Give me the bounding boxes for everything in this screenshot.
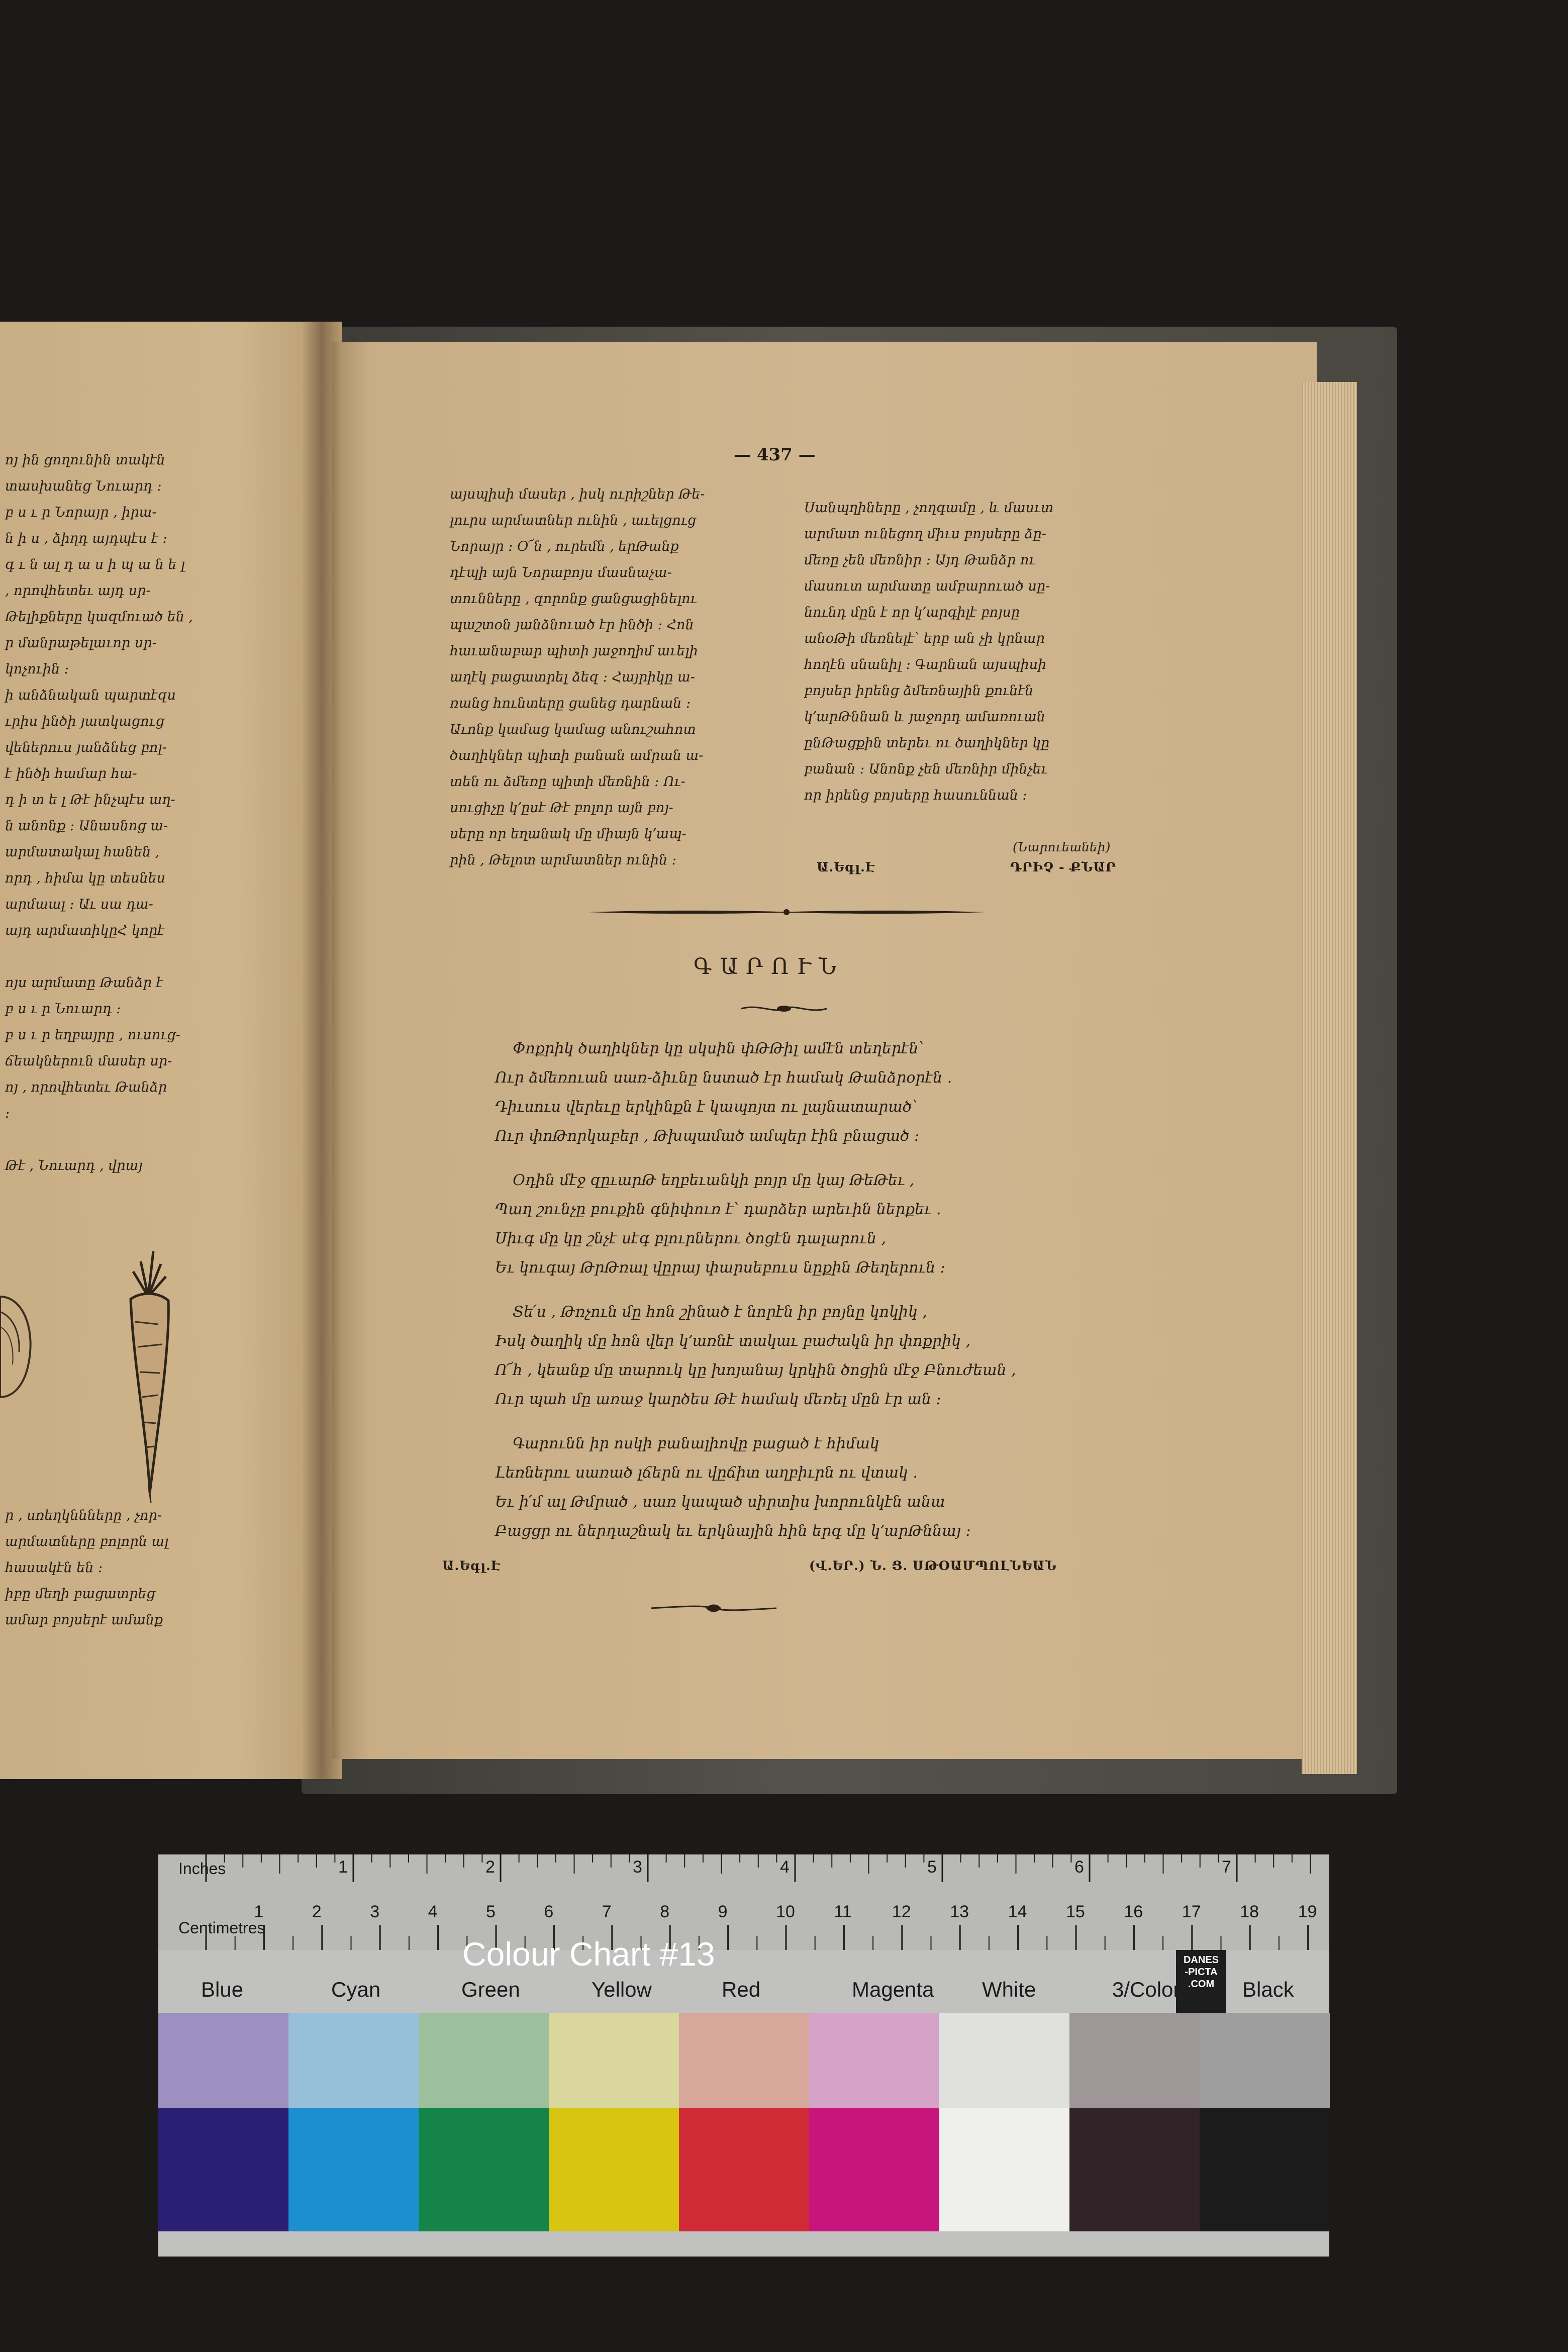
poem-stanza [495, 1429, 1148, 1546]
swatch-label: Black [1242, 1978, 1294, 2001]
text-line: ։ [5, 1106, 10, 1121]
swatch-grid [158, 2013, 1329, 2257]
signature-right: ԴՐԻՉ - ՔՆԱՐ [1010, 860, 1117, 874]
swatch-magenta-light [809, 2013, 939, 2108]
text-line: տասխանեց Նուարդ ։ [5, 478, 162, 494]
poem-line: Օդին մէջ զըւարԹ եղբեւանկի բոյր մը կայ ԹեԹեւ , [513, 1171, 915, 1189]
swatch-black-dark [1200, 2108, 1330, 2231]
colour-chart [158, 1854, 1379, 2257]
poem-stanza [495, 1034, 1148, 1151]
text-column-right [804, 495, 1146, 809]
poem-line: Եւ կուգայ ԹրԹռալ վըրայ փարսեբուս նըքին Թեղերուն : [495, 1259, 945, 1277]
cm-number: 17 [1182, 1902, 1201, 1921]
poem-line: Բացցր ու ներդաշնակ եւ երկնային հին երգ մը կ՚արԹննայ : [495, 1522, 971, 1540]
text-line: Թելիքները կազմուած են , [5, 609, 193, 625]
cm-number: 4 [428, 1902, 438, 1921]
text-line: պաշտօն յանձնուած էր ինծի ։ Հոն [450, 617, 694, 633]
swatch-red-light [679, 2013, 809, 2108]
swatch-cyan-dark [288, 2108, 419, 2231]
ruler-inches-label: Inches [178, 1859, 226, 1878]
ruler-cm-label: Centimetres [178, 1919, 265, 1937]
cm-number: 10 [776, 1902, 795, 1921]
poem-line: Դիւսուս վերեւը երկինքն է կապոյտ ու լայնատարած՝ [495, 1098, 918, 1116]
left-page-text-lower [5, 1503, 246, 1633]
text-line: արմատ ունեցող միւս բոյսերը ձը- [804, 526, 1046, 542]
text-line: աղէկ բացատրել ձեզ ։ Հայրիկը ա- [450, 669, 695, 685]
swatch-cyan-light [288, 2013, 419, 2108]
swatch-label: Green [461, 1978, 520, 2001]
left-page-text [5, 447, 246, 1179]
text-line: տունները , զորոնք ցանցացինելու [450, 591, 697, 607]
ruler-ticks [158, 1854, 1329, 1950]
swatch-yellow-light [549, 2013, 679, 2108]
swatch-red-dark [679, 2108, 809, 2231]
cm-number: 3 [370, 1902, 380, 1921]
text-line: բանան ։ Անոնք չեն մեռնիր մինչեւ [804, 761, 1048, 777]
text-line: բ ս ւ ր Նուարդ ։ [5, 1001, 121, 1017]
poem-signature-left: Ա.Եգլ.Է [442, 1558, 501, 1573]
poem-line: Ո՜հ , կեանք մը տարուկ կը խոյանայ կրկին ծոցին մէջ Բնուժեան , [495, 1361, 1016, 1379]
text-line: մեռը չեն մեռնիր ։ Այդ Թանձր ու [804, 552, 1036, 568]
poem-line: Ուր փոԹորկաբեր , Թխպամած ամպեր էին բնացած : [495, 1127, 920, 1145]
text-line: ն ի ս , ձիղդ այդպէս է ։ [5, 531, 167, 546]
text-line: վեներուս յանձնեց բոլ- [5, 740, 167, 755]
poem-line: Ուր ձմեռուան սառ-ձիւնը նստած էր համակ Թանձրօրէն . [495, 1069, 952, 1087]
inch-number: 3 [633, 1857, 642, 1877]
swatch-label: 3/Color [1112, 1978, 1181, 2001]
poem-stanza [495, 1166, 1148, 1283]
poem-signature-right: (Վ.ԵՐ.) Ն. Ց. ՍԹՕԱՄՊՈԼՆԵԱՆ [809, 1558, 1057, 1573]
swatch-3color-light [1069, 2013, 1200, 2108]
inch-number: 6 [1074, 1857, 1084, 1877]
inch-number: 1 [338, 1857, 348, 1877]
cm-number: 8 [660, 1902, 670, 1921]
swatch-black-light [1200, 2013, 1330, 2108]
swatch-label: Red [722, 1978, 761, 2001]
text-line: ւրիս ինծի յատկացուց [5, 714, 165, 729]
swatch-yellow-dark [549, 2108, 679, 2231]
poem-line: Գարունն իր ոսկի բանալիովը բացած է հիմակ [513, 1435, 879, 1452]
cm-number: 1 [254, 1902, 264, 1921]
text-line: իբը մեղի բացատրեց [5, 1586, 155, 1602]
cm-number: 18 [1240, 1902, 1259, 1921]
text-line: սերը որ եղանակ մը միայն կ՚ապ- [450, 826, 687, 842]
logo-text: .COM [1188, 1979, 1215, 1990]
chart-title: Colour Chart #13 [462, 1935, 715, 1973]
cm-number: 7 [602, 1902, 612, 1921]
title-flourish [739, 1002, 829, 1016]
swatch-label: Blue [201, 1978, 244, 2001]
poem-line: Ուր պահ մը առաջ կարծես Թէ համակ մեռել մըն էր ան : [495, 1391, 941, 1408]
text-line: այդ արմատիկըՀ կոըէ [5, 923, 165, 938]
swatch-blue-light [158, 2013, 288, 2108]
swatch-white-light [939, 2013, 1069, 2108]
text-line: ամար բոյսերէ ամանք [5, 1612, 163, 1628]
text-line: մասուտ արմատը ամբարուած սը- [804, 578, 1050, 594]
text-line: ռանց հունտերը ցանեց դարնան ։ [450, 696, 691, 711]
text-line: գ ւ ն ալ դ ա ս ի պ ա ն ե լ [5, 557, 185, 572]
brand-logo [1176, 1950, 1226, 2013]
poem-line: Լեռներու սառած լճերն ու վըճիտ աղբիւրն ու վտակ . [495, 1464, 918, 1482]
text-line: որ իրենց բոյսերը հասուննան ։ [804, 788, 1027, 803]
text-line: անօԹի մեռնելէ՝ երբ ան չի կրնար [804, 631, 1045, 646]
text-line: բ ս ւ ր Նորայր , իրա- [5, 505, 157, 520]
cm-number: 5 [486, 1902, 496, 1921]
poem-line: Պաղ շունչը բուքին գնիփուռ է՝ դարձեր արեւին ներքեւ . [495, 1201, 941, 1218]
text-line: ր , սռեղկննները , չոր- [5, 1508, 162, 1523]
ruler [158, 1854, 1379, 1950]
section-divider [588, 905, 985, 920]
swatch-3color-dark [1069, 2108, 1200, 2231]
text-line [5, 1127, 246, 1153]
text-line: բոյսեր իրենց ձմեռնային քունէն [804, 683, 1034, 699]
text-line: ն անոնք ։ Անասնոց ա- [5, 818, 168, 834]
inch-number: 5 [927, 1857, 937, 1877]
cm-number: 14 [1008, 1902, 1027, 1921]
text-line: Թէ , Նուարդ , վրայ [5, 1158, 143, 1173]
text-column-left [450, 481, 792, 873]
text-line: է ինծի համար հա- [5, 766, 137, 781]
text-line: տեն ու ձմեռը պիտի մեռնին ։ Ու- [450, 774, 685, 790]
poem-line: Սիւգ մը կը շնչէ սէգ բլուրներու ծոցէն դալարուն , [495, 1230, 887, 1247]
poem-line: Տե՛ս , Թռչուն մը հոն շինած է նորէն իր բոյնը կոկիկ , [513, 1303, 927, 1321]
book-gutter [302, 322, 342, 1779]
swatch-label: White [982, 1978, 1036, 2001]
swatch-label: Magenta [852, 1978, 934, 2001]
text-line: այսպիսի մասեր , իսկ ուրիշներ Թե- [450, 486, 705, 502]
text-line: կ՚արԹննան և յաջորդ ամառուան [804, 709, 1045, 725]
text-line: սուցիչը կ՚ըսէ Թէ բոլոր այն բոյ- [450, 800, 673, 816]
text-line: ոյ ին ցողունին տակէն [5, 452, 165, 468]
poem-line: Եւ ի՛մ ալ Թմրած , սառ կապած սիրտիս խորունկէն անա [495, 1493, 945, 1511]
page-number: — 437 — [734, 445, 816, 465]
inch-number: 2 [485, 1857, 495, 1877]
text-line: ճեակներուն մասեր սր- [5, 1053, 172, 1069]
text-line: դ ի տ ե լ Թէ ինչպէս աղ- [5, 792, 175, 808]
inch-number: 8 [1369, 1857, 1379, 1877]
logo-text: -PICTA [1185, 1967, 1218, 1978]
poem-stanza [495, 1298, 1148, 1414]
swatch-magenta-dark [809, 2108, 939, 2231]
cm-number: 11 [834, 1902, 852, 1921]
text-line: արմաալ ։ Աւ սա դա- [5, 897, 153, 912]
swatch-blue-dark [158, 2108, 288, 2231]
text-line [5, 944, 246, 970]
text-line: Նորայր ։ Օ՜ն , ուրեմն , երԹանք [450, 539, 679, 554]
carrot-illustration [111, 1241, 186, 1503]
page-edges [1302, 382, 1357, 1774]
poem-line: Փոքրիկ ծաղիկներ կը սկսին փԹԹիլ ամէն տեղերէն՝ [513, 1040, 924, 1057]
swatch-green-light [419, 2013, 549, 2108]
text-line: կոչուին ։ [5, 661, 69, 677]
text-line: որդ , հիմա կը տեսնես [5, 870, 165, 886]
poem-body [495, 1034, 1148, 1561]
logo-text: DANES [1183, 1954, 1219, 1966]
inch-number: 4 [780, 1857, 790, 1877]
cm-number: 19 [1298, 1902, 1317, 1921]
cm-number: 16 [1124, 1902, 1143, 1921]
text-line: հողէն սնանիլ ։ Գարնան այսպիսի [804, 657, 1047, 672]
text-line: ր մանրաթելաւոր սր- [5, 635, 157, 651]
swatch-green-dark [419, 2108, 549, 2231]
cm-number: 6 [544, 1902, 554, 1921]
text-line: հաւանաբար պիտի յաջողիմ աւելի [450, 643, 698, 659]
text-line: արմատները բոլորն ալ [5, 1534, 169, 1549]
cm-number: 12 [892, 1902, 911, 1921]
text-line: ընԹացքին տերեւ ու ծաղիկներ կը [804, 735, 1050, 751]
poem-title: ԳԱՐՈՒՆ [694, 954, 844, 979]
text-line: ոյ , որովհետեւ Թանձր [5, 1080, 167, 1095]
credit-note: (Նարուեանեի) [1013, 840, 1111, 854]
poem-line: Իսկ ծաղիկ մը հոն վեր կ՚առնէ տակաւ բաժակն իր փոքրիկ , [495, 1332, 971, 1350]
text-line: Աւոնք կամաց կամաց անուշահոտ [450, 722, 696, 737]
inch-number: 7 [1222, 1857, 1231, 1877]
text-line: ծաղիկներ պիտի բանան ամրան ա- [450, 748, 704, 763]
cm-number: 13 [950, 1902, 969, 1921]
text-line: նունդ մըն է որ կ՚արգիլէ բոյսը [804, 605, 1020, 620]
swatch-white-dark [939, 2108, 1069, 2231]
text-line: ի անձնական պարտէզս [5, 688, 176, 703]
swatch-label: Cyan [331, 1978, 381, 2001]
text-line: Սանպղիները , չողգամը , և մասւտ [804, 500, 1054, 516]
vegetable-illustration [0, 1277, 35, 1407]
swatch-label: Yellow [592, 1978, 652, 2001]
cm-number: 2 [312, 1902, 322, 1921]
cm-number: 9 [718, 1902, 728, 1921]
end-ornament [651, 1601, 776, 1616]
text-line: րին , Թելոտ արմատներ ունին ։ [450, 852, 676, 868]
text-line: արմատակալ հանեն , [5, 844, 160, 860]
text-line: հասակէն են ։ [5, 1560, 103, 1576]
signature-left: Ա.Եգլ.Է [817, 860, 875, 874]
text-line: բ ս ւ ր եղբայրը , ուսուց- [5, 1027, 180, 1043]
text-line: դէպի այն Նորաբոյս մասնաչա- [450, 565, 672, 580]
text-line: լուրս արմատներ ունին , աւելցուց [450, 513, 697, 528]
text-line: , որովհետեւ այդ սր- [5, 583, 151, 599]
text-line: ոյս արմատը Թանձր է [5, 975, 163, 991]
cm-number: 15 [1066, 1902, 1085, 1921]
